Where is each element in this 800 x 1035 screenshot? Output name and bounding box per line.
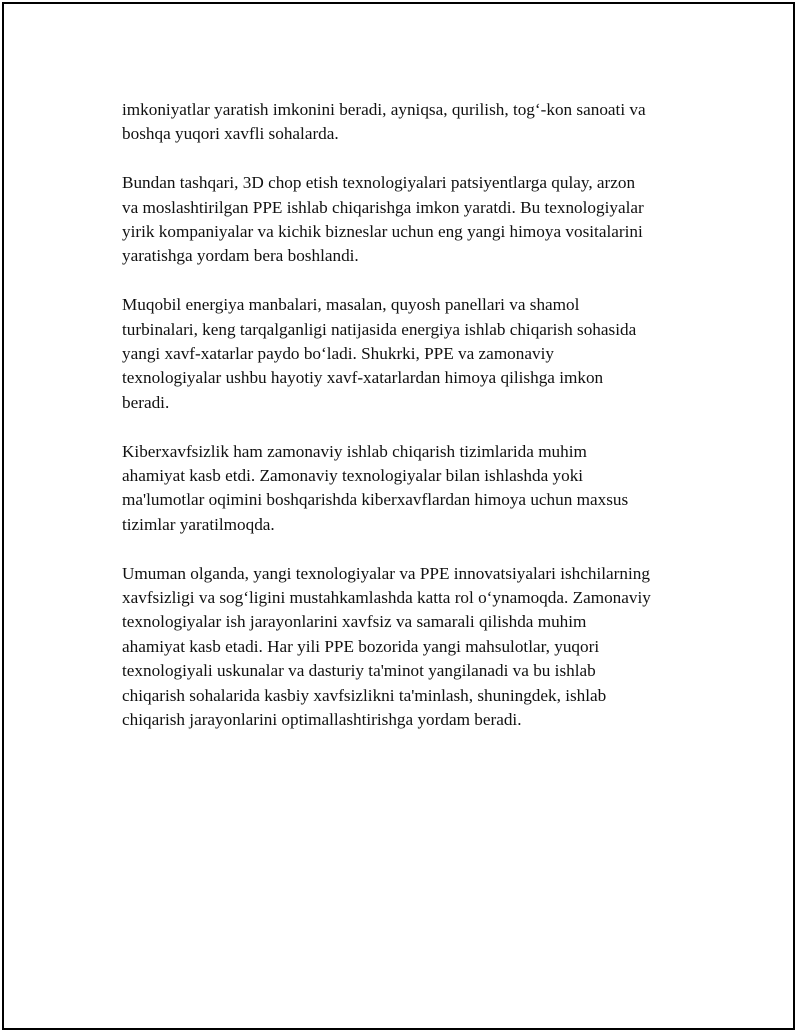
document-body (122, 98, 692, 757)
document-page (2, 2, 795, 1030)
paragraph: Umuman olganda, yangi texnologiyalar va PPE innovatsiyalari ishchilarning xavfsizligi va sog‘ligini mustahkamlashda katta rol o‘ynamoqda. Zamonaviy texnologiyalar ish jarayonlarini xavfsiz va samarali qilishda muhim ahamiyat kasb etadi. Har yili PPE bozorida yangi mahsulotlar, yuqori texnologiyali uskunalar va dasturiy ta'minot yangilanadi va bu ishlab chiqarish sohalarida kasbiy xavfsizlikni ta'minlash, shuningdek, ishlab chiqarish jarayonlarini optimallashtirishga yordam beradi. (122, 563, 651, 730)
paragraph: Kiberxavfsizlik ham zamonaviy ishlab chiqarish tizimlarida muhim ahamiyat kasb etdi. Zamonaviy texnologiyalar bilan ishlashda yoki ma'lumotlar oqimini boshqarishda kiberxavflardan himoya uchun maxsus tizimlar yaratilmoqda. (122, 441, 629, 534)
paragraph: Bundan tashqari, 3D chop etish texnologiyalari patsiyentlarga qulay, arzon va moslashtirilgan PPE ishlab chiqarishga imkon yaratdi. Bu texnologiyalar yirik kompaniyalar va kichik bizneslar uchun eng yangi himoya vositalarini yaratishga yordam bera boshlandi. (122, 173, 644, 266)
paragraph: imkoniyatlar yaratish imkonini beradi, ayniqsa, qurilish, tog‘-kon sanoati va boshqa yuqori xavfli sohalarda. (122, 100, 646, 144)
paragraph: Muqobil energiya manbalari, masalan, quyosh panellari va shamol turbinalari, keng tarqalganligi natijasida energiya ishlab chiqarish sohasida yangi xavf-xatarlar paydo bo‘ladi. Shukrki, PPE va zamonaviy texnologiyalar ushbu hayotiy xavf-xatarlardan himoya qilishga imkon beradi. (122, 295, 637, 412)
